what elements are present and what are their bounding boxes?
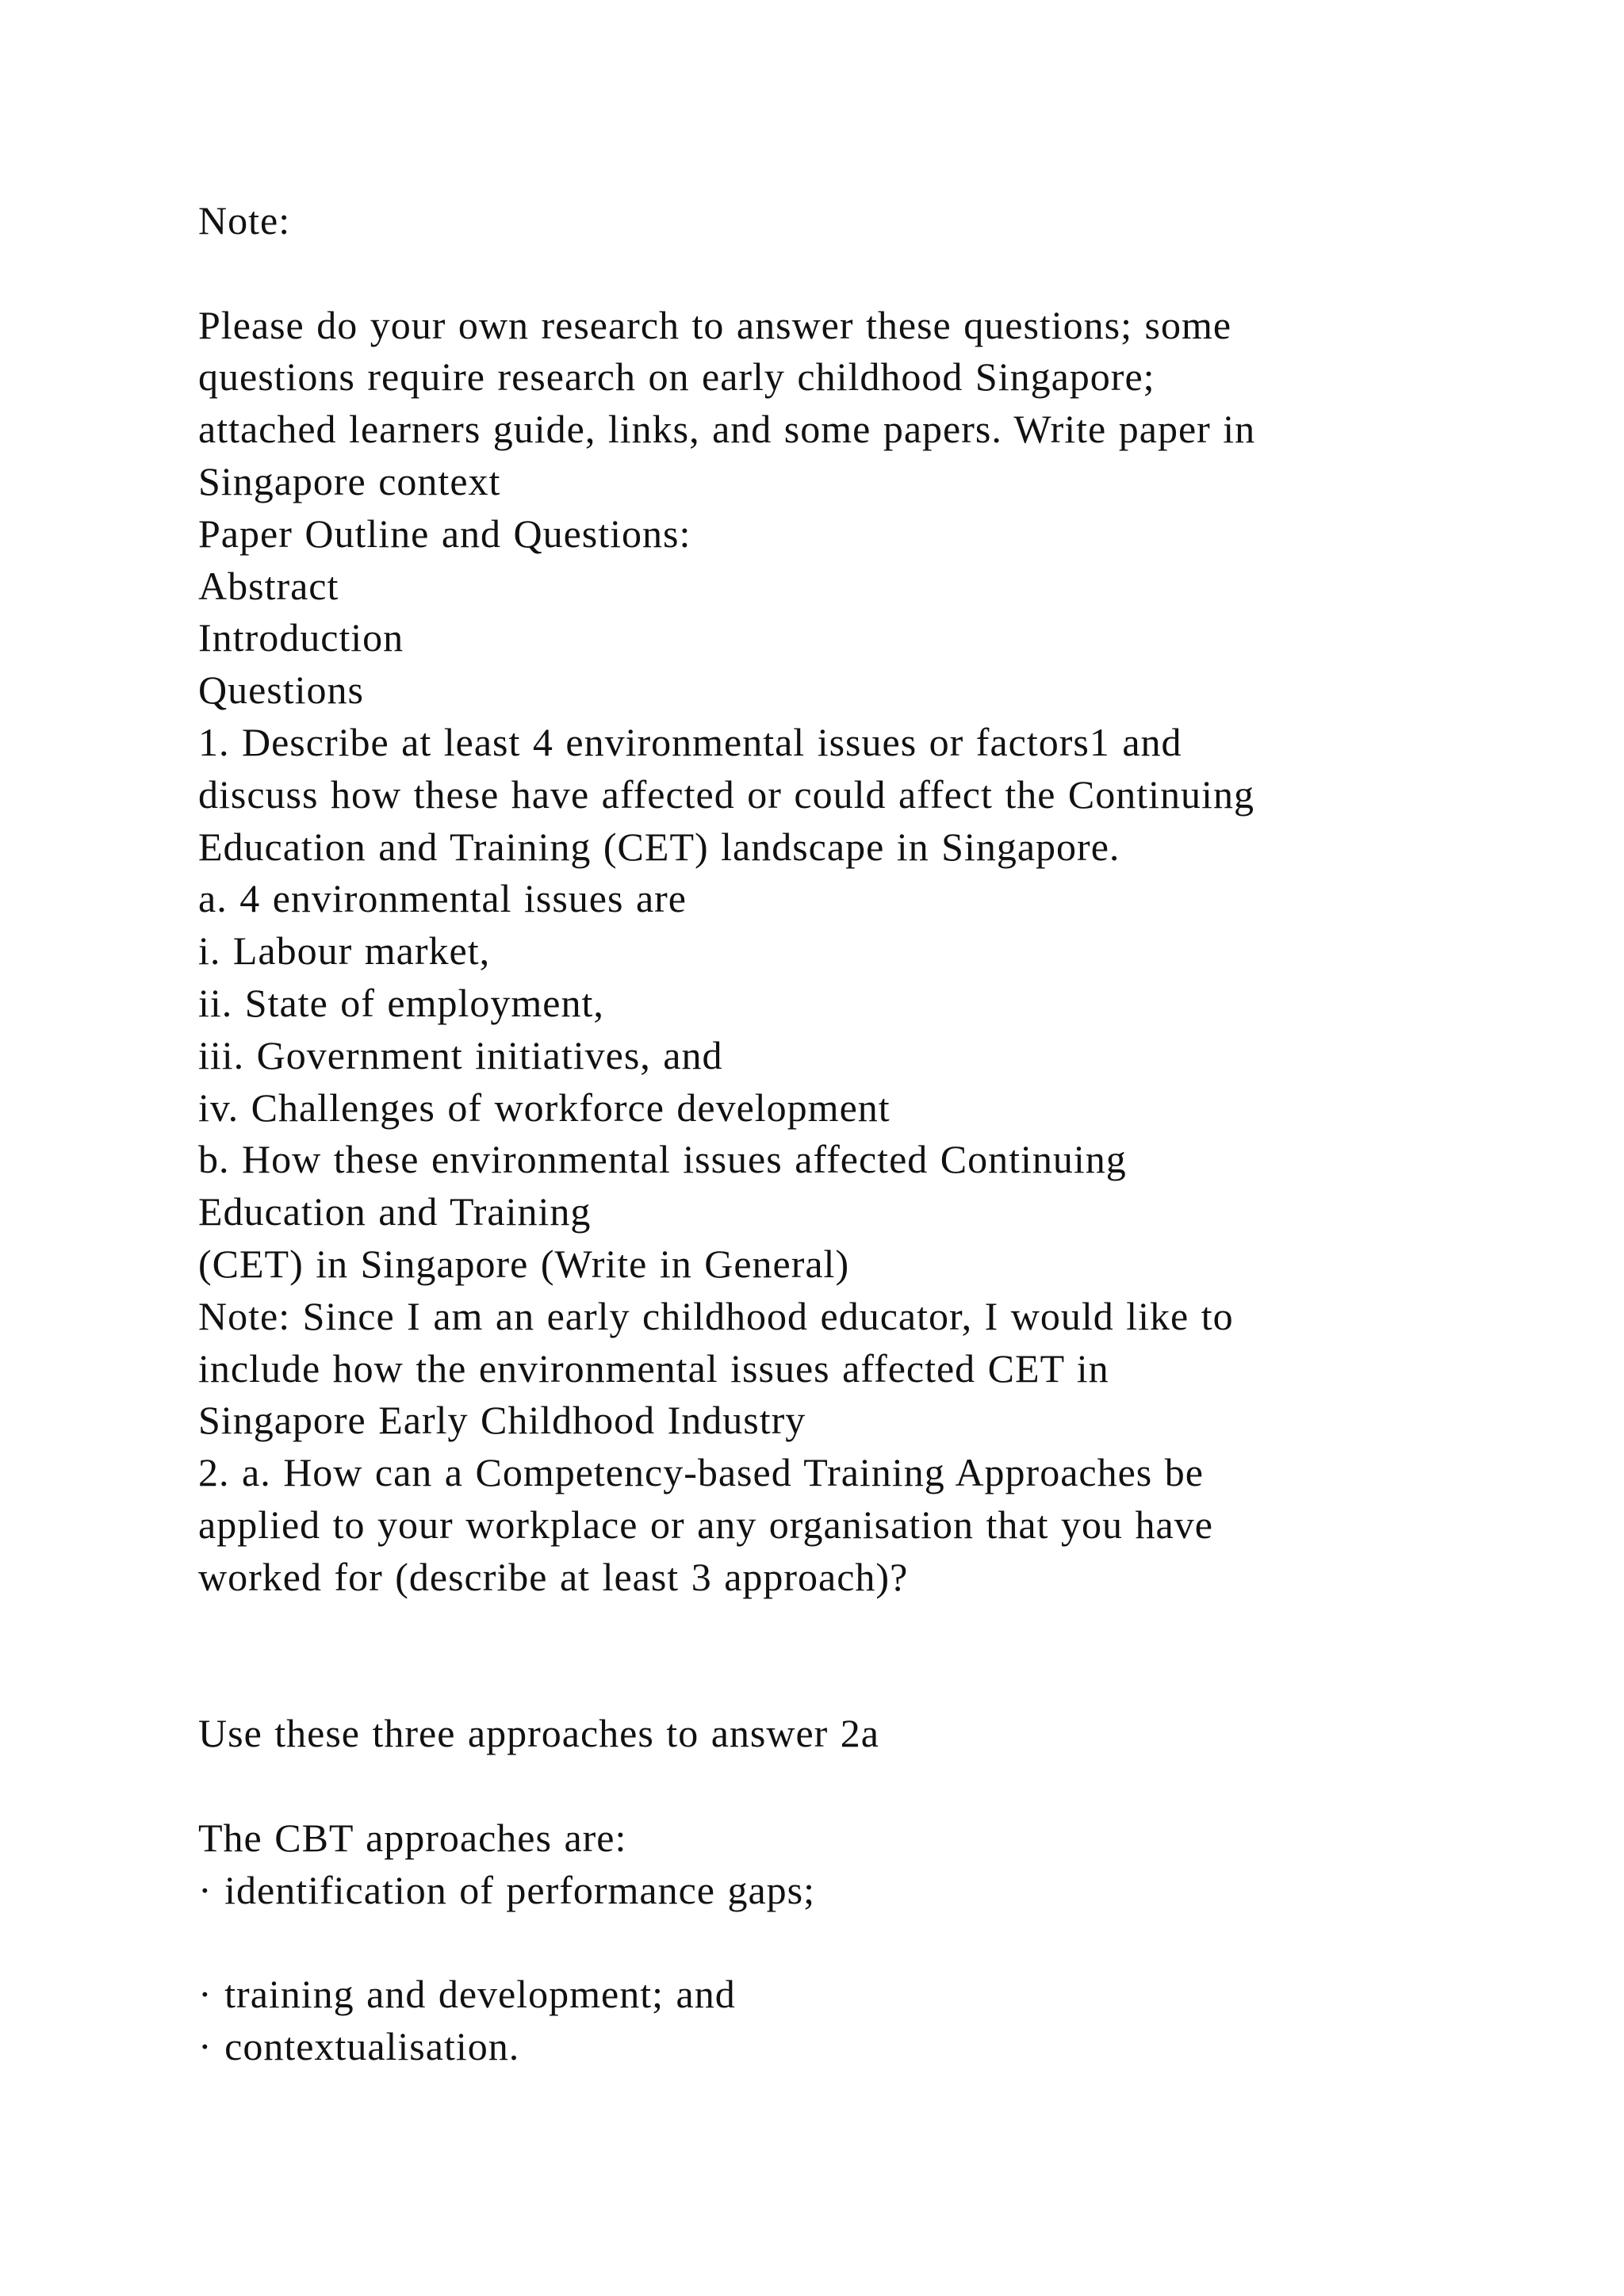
question-1b-line: (CET) in Singapore (Write in General) [198,1241,850,1286]
cbt-item: · identification of performance gaps; [198,1867,816,1912]
outline-heading: Paper Outline and Questions: [198,511,691,556]
note-heading: Note: [198,198,291,243]
question-1b-line: b. How these environmental issues affected Continuing [198,1137,1127,1182]
outline-item-introduction: Introduction [198,615,404,660]
blank-line [198,1916,1507,1969]
issue-item: ii. State of employment, [198,980,604,1025]
issue-item: iv. Challenges of workforce development [198,1085,891,1130]
question-1-line: Education and Training (CET) landscape in Singapore. [198,824,1120,869]
issue-item: i. Labour market, [198,928,491,974]
question-1-line: discuss how these have affected or could affect the Continuing [198,771,1254,817]
cbt-item: · contextualisation. [198,2023,520,2068]
outline-item-abstract: Abstract [198,563,339,608]
instruction-line: questions require research on early childhood Singapore; [198,354,1155,400]
blank-line [198,247,1507,300]
educator-note-line: Note: Since I am an early childhood educator, I would like to [198,1293,1234,1338]
question-2a-line: applied to your workplace or any organisation that you have [198,1502,1213,1547]
instruction-line: Please do your own research to answer these questions; some [198,302,1232,347]
outline-item-questions: Questions [198,668,364,713]
instruction-line: Singapore context [198,458,501,503]
question-1-line: 1. Describe at least 4 environmental issues or factors1 and [198,719,1182,764]
blank-line [198,1655,1507,1708]
cbt-item: · training and development; and [198,1972,736,2017]
issue-item: iii. Government initiatives, and [198,1032,723,1077]
question-1b-line: Education and Training [198,1189,592,1234]
educator-note-line: include how the environmental issues affected CET in [198,1345,1109,1391]
question-1a-line: a. 4 environmental issues are [198,876,687,921]
blank-line [198,1604,1507,1656]
question-2a-line: worked for (describe at least 3 approach)? [198,1554,909,1599]
educator-note-line: Singapore Early Childhood Industry [198,1398,806,1443]
document-body [198,195,1507,2073]
cbt-heading: The CBT approaches are: [198,1815,627,1860]
approaches-intro: Use these three approaches to answer 2a [198,1711,879,1756]
instruction-line: attached learners guide, links, and some papers. Write paper in [198,407,1256,452]
question-2a-line: 2. a. How can a Competency-based Training Approaches be [198,1450,1204,1495]
blank-line [198,1760,1507,1812]
